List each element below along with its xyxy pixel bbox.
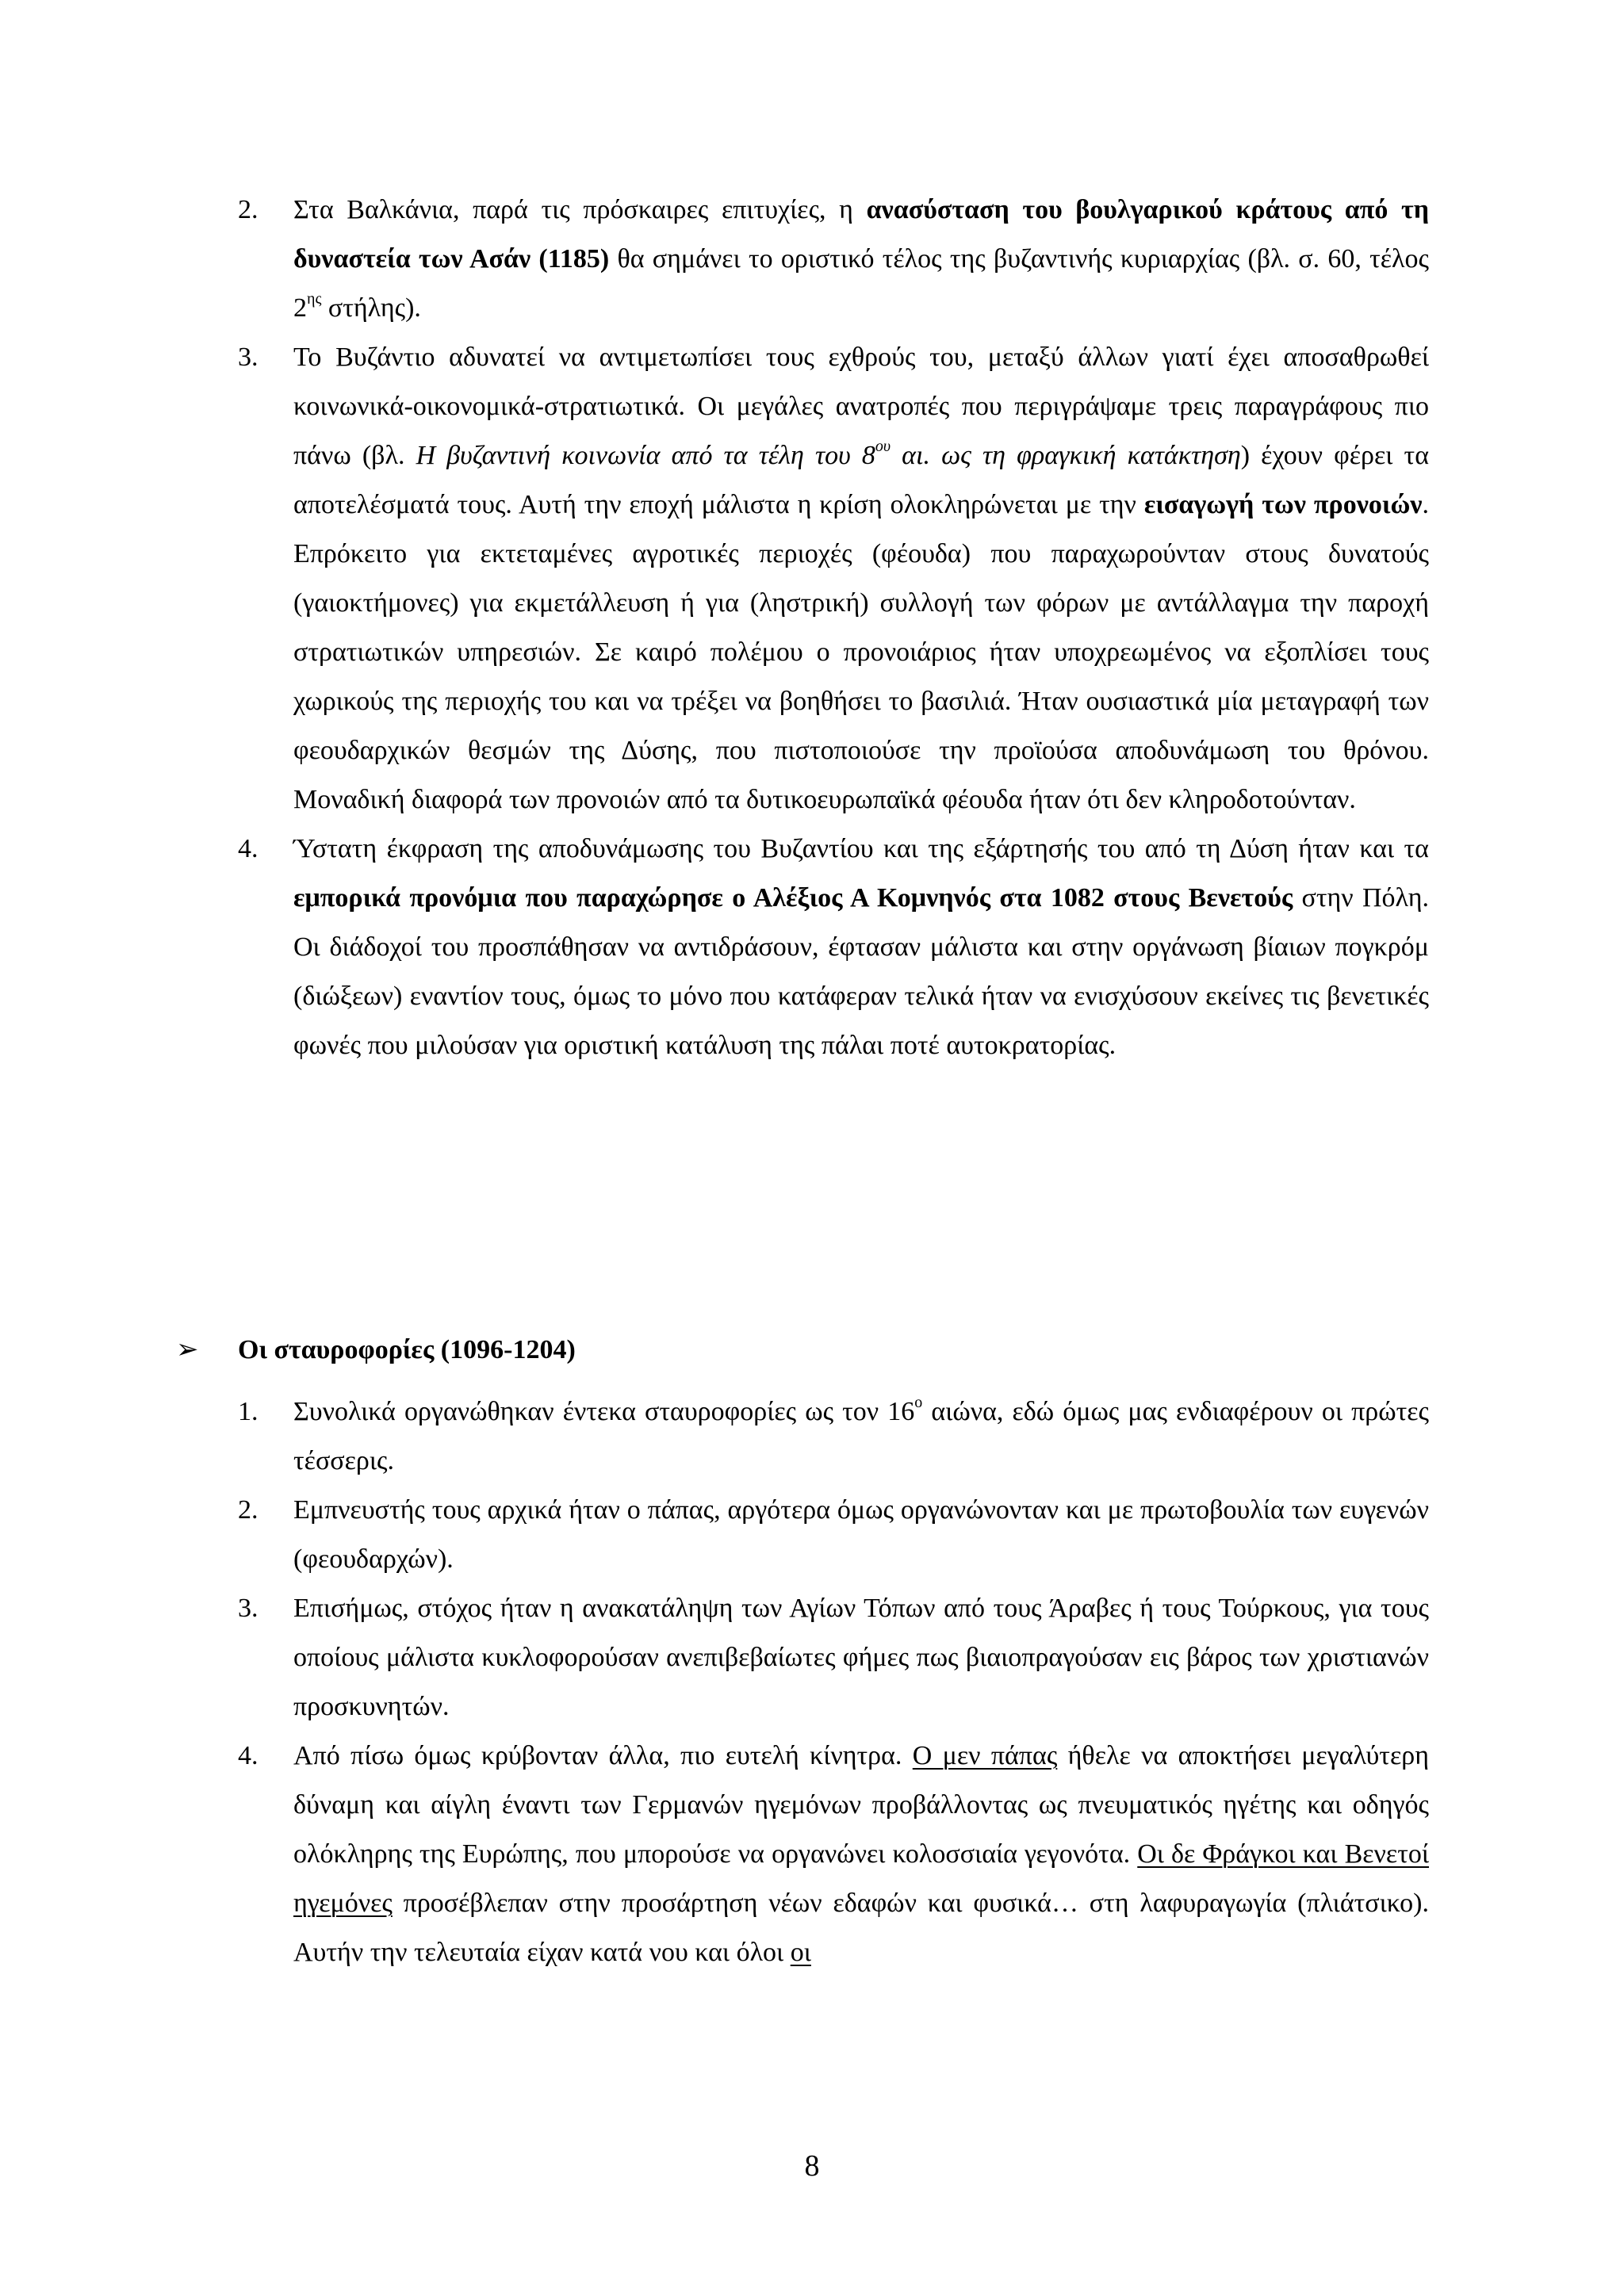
- italic-title: αι. ως τη φραγκική κατάκτηση: [891, 441, 1241, 470]
- list-item-number: 4.: [238, 834, 259, 863]
- text-run: στην Πόλη. Οι διάδοχοί του προσπάθησαν να αντιδράσουν, έφτασαν μάλιστα και στην οργάνωση βίαιων πογκρόμ (διώξεων) εναντίον τους, όμως το μόνο που κατάφεραν τελικά ήταν να ενισχύσουν εκείνες τις βενετικές φωνές που μιλούσαν για οριστική κατάλυση της πάλαι ποτέ αυτοκρατορίας.: [293, 883, 1429, 1060]
- section-heading: [176, 1326, 576, 1375]
- list-item-number: 2.: [238, 195, 259, 224]
- arrow-bullet-icon: ➢: [176, 1335, 199, 1364]
- underlined-text: Ο μεν πάπας: [912, 1741, 1058, 1770]
- text-run: Συνολικά οργανώθηκαν έντεκα σταυροφορίες ως τον 16: [293, 1397, 915, 1426]
- list-item-number: 2.: [238, 1495, 259, 1525]
- list-item-text: [293, 195, 1429, 323]
- list-item-text: [293, 1741, 1429, 1967]
- list-item-number: 1.: [238, 1397, 259, 1426]
- superscript: ου: [875, 438, 891, 455]
- list-item: [238, 1486, 1429, 1584]
- text-run: Το Βυζάντιο αδυνατεί να αντιμετωπίσει τους εχθρούς του, μεταξύ άλλων γιατί έχει αποσαθρωθεί κοινωνικά-οικονομικά-στρατιωτικά. Οι μεγάλες ανατροπές που περιγράψαμε τρεις παραγράφους πιο πάνω (βλ.: [293, 342, 1429, 470]
- bold-text: εμπορικά προνόμια που παραχώρησε ο Αλέξιος Α Κομνηνός στα 1082 στους Βενετούς: [293, 883, 1293, 913]
- italic-title: Η βυζαντινή κοινωνία από τα τέλη του 8: [416, 441, 875, 470]
- list-item-text: [293, 1394, 1429, 1475]
- list-item: [238, 1732, 1429, 1977]
- list-item: [238, 825, 1429, 1070]
- numbered-list-crusades: [238, 1387, 1429, 1977]
- text-run: Ύστατη έκφραση της αποδυνάμωσης του Βυζαντίου και της εξάρτησής του από τη Δύση ήταν και τα: [293, 834, 1429, 863]
- list-item-number: 4.: [238, 1741, 259, 1770]
- text-run: αιώνα, εδώ όμως μας ενδιαφέρουν οι πρώτες τέσσερις.: [293, 1397, 1429, 1475]
- list-item-number: 3.: [238, 1594, 259, 1623]
- text-run: Από πίσω όμως κρύβονταν άλλα, πιο ευτελή κίνητρα.: [293, 1741, 913, 1770]
- superscript: ης: [307, 290, 322, 308]
- text-run: θα σημάνει το οριστικό τέλος της βυζαντινής κυριαρχίας (βλ. σ. 60, τέλος 2: [293, 244, 1429, 323]
- bold-text: εισαγωγή των προνοιών: [1143, 490, 1423, 519]
- list-item: [238, 333, 1429, 825]
- text-run: στήλης).: [321, 293, 421, 323]
- text-run: ήθελε να αποκτήσει μεγαλύτερη δύναμη και αίγλη έναντι των Γερμανών ηγεμόνων προβάλλοντας ως πνευματικός ηγέτης και οδηγός ολόκληρης της Ευρώπης, που μπορούσε να οργανώνει κολοσσιαία γεγονότα.: [293, 1741, 1429, 1869]
- underlined-text: Οι δε Φράγκοι και Βενετοί ηγεμόνες: [293, 1839, 1430, 1918]
- section-title: Οι σταυροφορίες (1096-1204): [238, 1335, 576, 1364]
- list-item-text: [293, 834, 1429, 1060]
- list-item: [238, 1584, 1429, 1732]
- text-run: . Επρόκειτο για εκτεταμένες αγροτικές περιοχές (φέουδα) που παραχωρούνταν στους δυνατούς (γαιοκτήμονες) για εκμετάλλευση ή για (ληστρική) συλλογή των φόρων με αντάλλαγμα την παροχή στρατιωτικών υπηρεσιών. Σε καιρό πολέμου ο προνοιάριος ήταν υποχρεωμένος να εξοπλίσει τους χωρικούς της περιοχής του και να τρέξει να βοηθήσει το βασιλιά. Ήταν ουσιαστικά μία μεταγραφή των φεουδαρχικών θεσμών της Δύσης, που πιστοποιούσε την προϊούσα αποδυνάμωση του θρόνου. Μοναδική διαφορά των προνοιών από τα δυτικοευρωπαϊκά φέουδα ήταν ότι δεν κληροδοτούνταν.: [293, 490, 1429, 814]
- numbered-list-continuation: [238, 186, 1429, 1070]
- list-item: [238, 1387, 1429, 1486]
- page-number: 8: [804, 2149, 820, 2183]
- list-item-number: 3.: [238, 342, 259, 372]
- list-item-text: Επισήμως, στόχος ήταν η ανακατάληψη των Αγίων Τόπων από τους Άραβες ή τους Τούρκους, για τους οποίους μάλιστα κυκλοφορούσαν ανεπιβεβαίωτες φήμες πως βιαιοπραγούσαν εις βάρος των χριστιανών προσκυνητών.: [293, 1594, 1429, 1721]
- bold-text: ανασύσταση του βουλγαρικού κράτους από τη δυναστεία των Ασάν (1185): [293, 195, 1429, 274]
- superscript: ο: [914, 1394, 923, 1411]
- text-run: ) έχουν φέρει τα αποτελέσματά τους. Αυτή την εποχή μάλιστα η κρίση ολοκληρώνεται με την: [293, 441, 1430, 519]
- list-item-text: [293, 342, 1429, 814]
- list-item-text: Εμπνευστής τους αρχικά ήταν ο πάπας, αργότερα όμως οργανώνονταν και με πρωτοβουλία των ευγενών (φεουδαρχών).: [293, 1495, 1429, 1574]
- text-run: Στα Βαλκάνια, παρά τις πρόσκαιρες επιτυχίες, η: [293, 195, 867, 224]
- underlined-text: οι: [790, 1938, 811, 1967]
- text-run: προσέβλεπαν στην προσάρτηση νέων εδαφών και φυσικά… στη λαφυραγωγία (πλιάτσικο). Αυτήν την τελευταία είχαν κατά νου και όλοι: [293, 1888, 1429, 1967]
- list-item: [238, 186, 1429, 333]
